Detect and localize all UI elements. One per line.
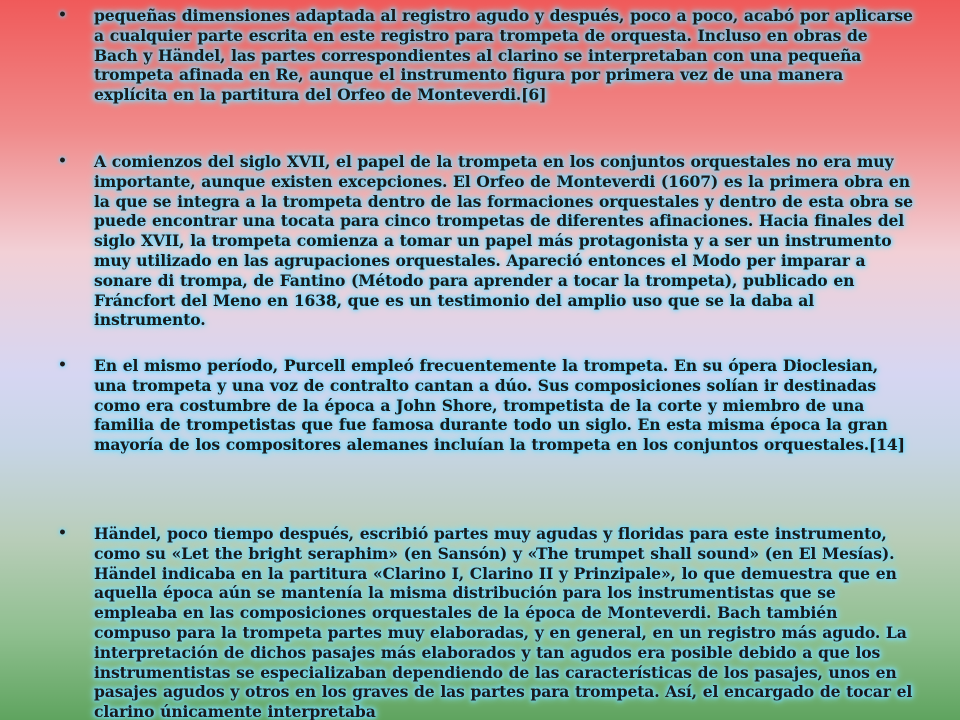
bullet-paragraph-2 bbox=[58, 152, 914, 330]
bullet-icon: • bbox=[58, 7, 67, 23]
bullet-text: Händel, poco tiempo después, escribió partes muy agudas y floridas para este instrumento, como su «Let the bright seraphim» (en Sansón) y «The trumpet shall sound» (en El Mesías). Händel indicaba en la partitura «Clarino I, Clarino II y Prinzipale», lo que demuestra que en aquella época aún se mantenía la misma distribución para los instrumentistas que se empleaba en las composiciones orquestales de la época de Monteverdi. Bach también compuso para la trompeta partes muy elaboradas, y en general, en un registro más agudo. La interpretación de dichos pasajes más elaborados y tan agudos era posible debido a que los instrumentistas se especializaban dependiendo de las características de los pasajes, unos en pasajes agudos y otros en los graves de las partes para trompeta. Así, el encargado de tocar el clarino únicamente interpretaba bbox=[94, 524, 913, 720]
bullet-icon: • bbox=[58, 153, 67, 169]
bullet-paragraph-4 bbox=[58, 524, 914, 720]
bullet-text: A comienzos del siglo XVII, el papel de la trompeta en los conjuntos orquestales no era muy importante, aunque existen excepciones. El Orfeo de Monteverdi (1607) es la primera obra en la que se integra a la trompeta dentro de las formaciones orquestales y dentro de esta obra se puede encontrar una tocata para cinco trompetas de diferentes afinaciones. Hacia finales del siglo XVII, la trompeta comienza a tomar un papel más protagonista y a ser un instrumento muy utilizado en las agrupaciones orquestales. Apareció entonces el Modo per imparar a sonare di trompa, de Fantino (Método para aprender a tocar la trompeta), publicado en Fráncfort del Meno en 1638, que es un testimonio del amplio uso que se la daba al instrumento. bbox=[94, 152, 913, 330]
bullet-paragraph-3 bbox=[58, 356, 914, 455]
bullet-text: pequeñas dimensiones adaptada al registro agudo y después, poco a poco, acabó por aplicarse a cualquier parte escrita en este registro para trompeta de orquesta. Incluso en obras de Bach y Händel, las partes correspondientes al clarino se interpretaban con una pequeña trompeta afinada en Re, aunque el instrumento figura por primera vez de una manera explícita en la partitura del Orfeo de Monteverdi.[6] bbox=[94, 6, 913, 105]
bullet-text: En el mismo período, Purcell empleó frecuentemente la trompeta. En su ópera Dioclesian, una trompeta y una voz de contralto cantan a dúo. Sus composiciones solían ir destinadas como era costumbre de la época a John Shore, trompetista de la corte y miembro de una familia de trompetistas que fue famosa durante todo un siglo. En esta misma época la gran mayoría de los compositores alemanes incluían la trompeta en los conjuntos orquestales.[14] bbox=[94, 356, 905, 455]
bullet-paragraph-1 bbox=[58, 6, 914, 105]
bullet-icon: • bbox=[58, 357, 67, 373]
bullet-icon: • bbox=[58, 525, 67, 541]
